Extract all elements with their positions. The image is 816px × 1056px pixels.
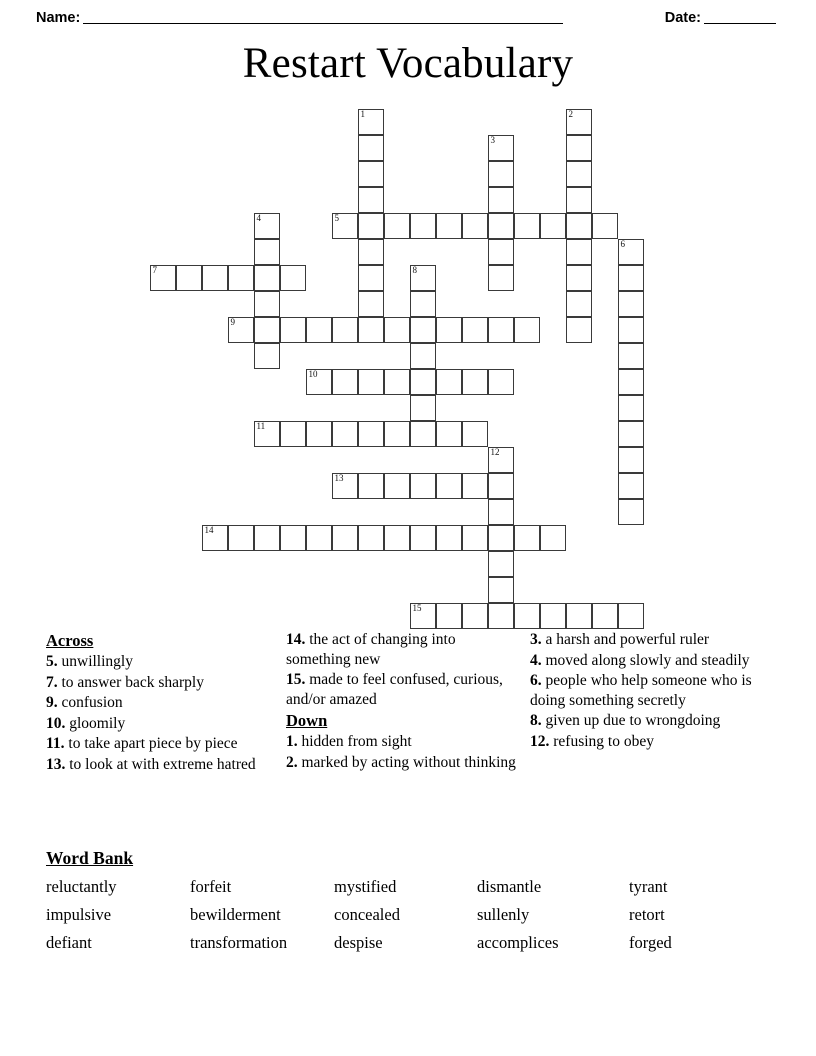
- crossword-cell[interactable]: [618, 473, 644, 499]
- crossword-cell[interactable]: [254, 265, 280, 291]
- clue-text: confusion: [61, 694, 123, 711]
- crossword-cell[interactable]: [462, 473, 488, 499]
- crossword-cell[interactable]: [384, 473, 410, 499]
- clue-across-15: [286, 670, 521, 709]
- clue-text: people who help someone who is doing something secretly: [530, 672, 752, 709]
- crossword-cell[interactable]: [358, 369, 384, 395]
- crossword-clue-number: 2: [568, 109, 573, 119]
- word-bank-item: impulsive: [46, 905, 112, 924]
- clue-number: 9.: [46, 694, 58, 711]
- crossword-cell[interactable]: [306, 317, 332, 343]
- crossword-cell[interactable]: [488, 525, 514, 551]
- clue-across-9: [46, 693, 284, 713]
- crossword-clue-number: 6: [620, 239, 625, 249]
- crossword-cell[interactable]: [462, 213, 488, 239]
- clue-text: given up due to wrongdoing: [545, 712, 721, 729]
- crossword-cell[interactable]: [306, 369, 332, 395]
- crossword-cell[interactable]: [410, 343, 436, 369]
- word-bank-item: mystified: [334, 877, 397, 896]
- crossword-cell[interactable]: [228, 265, 254, 291]
- crossword-cell[interactable]: [488, 187, 514, 213]
- crossword-cell[interactable]: [358, 291, 384, 317]
- word-bank-item: forged: [629, 933, 672, 952]
- crossword-cell[interactable]: [462, 421, 488, 447]
- crossword-cell[interactable]: [384, 213, 410, 239]
- crossword-cell[interactable]: [280, 265, 306, 291]
- crossword-cell[interactable]: [410, 265, 436, 291]
- crossword-cell[interactable]: [618, 369, 644, 395]
- word-bank-item: forfeit: [190, 877, 232, 896]
- crossword-cell[interactable]: [410, 291, 436, 317]
- clue-down-4: [530, 651, 760, 671]
- crossword-cell[interactable]: [540, 525, 566, 551]
- clues-section: [46, 630, 770, 840]
- crossword-clue-number: 9: [230, 317, 235, 327]
- word-bank-item: transformation: [190, 933, 288, 952]
- clue-across-11: [46, 734, 284, 754]
- crossword-cell[interactable]: [410, 317, 436, 343]
- crossword-cell[interactable]: [566, 603, 592, 629]
- clue-number: 10.: [46, 714, 66, 732]
- clue-text: to take apart piece by piece: [68, 735, 238, 752]
- crossword-cell[interactable]: [358, 473, 384, 499]
- crossword-cell[interactable]: [358, 213, 384, 239]
- clue-text: unwillingly: [61, 653, 133, 670]
- crossword-cell[interactable]: [488, 317, 514, 343]
- crossword-cell[interactable]: [618, 291, 644, 317]
- clue-text: refusing to obey: [553, 732, 654, 750]
- crossword-cell[interactable]: [202, 265, 228, 291]
- crossword-cell[interactable]: [150, 265, 176, 291]
- clue-number: 5.: [46, 653, 58, 670]
- page-title: Restart Vocabulary: [242, 40, 574, 87]
- crossword-cell[interactable]: [488, 213, 514, 239]
- word-bank-item: sullenly: [477, 905, 530, 924]
- crossword-cell[interactable]: [514, 525, 540, 551]
- crossword-cell[interactable]: [436, 317, 462, 343]
- crossword-cell[interactable]: [618, 265, 644, 291]
- clue-text: to look at with extreme hatred: [69, 755, 256, 773]
- word-bank-grid: [46, 873, 770, 957]
- clue-number: 1.: [286, 733, 298, 750]
- crossword-cell[interactable]: [488, 135, 514, 161]
- crossword-cell[interactable]: [462, 317, 488, 343]
- crossword-cell[interactable]: [254, 317, 280, 343]
- crossword-cell[interactable]: [358, 265, 384, 291]
- word-bank-item: reluctantly: [46, 877, 117, 896]
- crossword-cell[interactable]: [514, 317, 540, 343]
- clue-text: marked by acting without thinking: [301, 753, 516, 771]
- crossword-cell[interactable]: [566, 213, 592, 239]
- crossword-cell[interactable]: [436, 213, 462, 239]
- crossword-cell[interactable]: [488, 551, 514, 577]
- crossword-cell[interactable]: [618, 447, 644, 473]
- crossword-cell[interactable]: [592, 213, 618, 239]
- crossword-cell[interactable]: [358, 421, 384, 447]
- clue-number: 14.: [286, 631, 306, 648]
- crossword-cell[interactable]: [618, 421, 644, 447]
- crossword-clue-number: 4: [256, 213, 261, 223]
- crossword-cell[interactable]: [384, 421, 410, 447]
- crossword-cell[interactable]: [384, 525, 410, 551]
- crossword-cell[interactable]: [332, 421, 358, 447]
- crossword-cell[interactable]: [410, 369, 436, 395]
- clue-down-12: [530, 732, 760, 752]
- crossword-cell[interactable]: [384, 317, 410, 343]
- crossword-cell[interactable]: [566, 161, 592, 187]
- crossword-cell[interactable]: [566, 187, 592, 213]
- clue-number: 6.: [530, 672, 542, 689]
- crossword-cell[interactable]: [618, 395, 644, 421]
- crossword-cell[interactable]: [618, 603, 644, 629]
- word-bank-section: [46, 846, 770, 957]
- crossword-clue-number: 3: [490, 135, 495, 145]
- crossword-clue-number: 7: [152, 265, 157, 275]
- crossword-clue-number: 1: [360, 109, 365, 119]
- crossword-cell[interactable]: [410, 421, 436, 447]
- crossword-cell[interactable]: [332, 213, 358, 239]
- clue-text: the act of changing into something new: [286, 631, 456, 668]
- crossword-cell[interactable]: [462, 603, 488, 629]
- crossword-cell[interactable]: [254, 213, 280, 239]
- crossword-cell[interactable]: [254, 343, 280, 369]
- crossword-cell[interactable]: [618, 239, 644, 265]
- crossword-clue-number: 5: [334, 213, 339, 223]
- word-bank-item: accomplices: [477, 933, 559, 952]
- clue-across-10: [46, 714, 284, 734]
- crossword-cell[interactable]: [332, 525, 358, 551]
- crossword-cell[interactable]: [566, 109, 592, 135]
- clue-text: hidden from sight: [301, 733, 412, 750]
- crossword-cell[interactable]: [618, 499, 644, 525]
- crossword-cell[interactable]: [462, 369, 488, 395]
- word-bank-item: retort: [629, 905, 665, 924]
- crossword-cell[interactable]: [332, 473, 358, 499]
- crossword-clue-number: 13: [334, 473, 344, 483]
- clue-across-14: [286, 630, 521, 669]
- crossword-cell[interactable]: [358, 109, 384, 135]
- clue-number: 2.: [286, 753, 298, 771]
- clue-text: moved along slowly and steadily: [545, 651, 750, 669]
- crossword-cell[interactable]: [566, 239, 592, 265]
- crossword-cell[interactable]: [488, 577, 514, 603]
- clue-down-2: [286, 753, 521, 773]
- crossword-clue-number: 11: [256, 421, 266, 431]
- crossword-cell[interactable]: [410, 603, 436, 629]
- word-bank-item: despise: [334, 933, 383, 952]
- crossword-cell[interactable]: [358, 239, 384, 265]
- crossword-cell[interactable]: [566, 135, 592, 161]
- crossword-cell[interactable]: [540, 213, 566, 239]
- word-bank-heading: Word Bank: [46, 848, 134, 868]
- clues-column-2: [286, 630, 521, 773]
- crossword-cell[interactable]: [358, 161, 384, 187]
- word-bank-item: bewilderment: [190, 905, 281, 924]
- clue-number: 4.: [530, 651, 542, 669]
- clue-down-3: [530, 630, 760, 650]
- crossword-clue-number: 8: [412, 265, 417, 275]
- crossword-cell[interactable]: [254, 239, 280, 265]
- clue-down-1: [286, 732, 521, 752]
- word-bank-item: defiant: [46, 933, 92, 952]
- crossword-cell[interactable]: [254, 525, 280, 551]
- crossword-cell[interactable]: [358, 525, 384, 551]
- crossword-cell[interactable]: [202, 525, 228, 551]
- crossword-cell[interactable]: [566, 291, 592, 317]
- clue-text: gloomily: [69, 714, 126, 732]
- clue-down-6: [530, 671, 760, 710]
- crossword-cell[interactable]: [280, 421, 306, 447]
- across-heading: Across: [46, 631, 94, 650]
- clue-number: 15.: [286, 671, 306, 688]
- crossword-cell[interactable]: [332, 317, 358, 343]
- crossword-cell[interactable]: [436, 473, 462, 499]
- crossword-cell[interactable]: [488, 603, 514, 629]
- crossword-cell[interactable]: [618, 317, 644, 343]
- crossword-cell[interactable]: [488, 239, 514, 265]
- crossword-cell[interactable]: [280, 317, 306, 343]
- crossword-cell[interactable]: [410, 213, 436, 239]
- clue-across-13: [46, 755, 284, 775]
- crossword-cell[interactable]: [514, 213, 540, 239]
- crossword-cell[interactable]: [332, 369, 358, 395]
- crossword-cell[interactable]: [436, 369, 462, 395]
- crossword-clue-number: 12: [490, 447, 500, 457]
- crossword-cell[interactable]: [514, 603, 540, 629]
- crossword-cell[interactable]: [436, 525, 462, 551]
- crossword-cell[interactable]: [488, 499, 514, 525]
- clue-number: 11.: [46, 735, 65, 752]
- crossword-cell[interactable]: [228, 525, 254, 551]
- clue-number: 13.: [46, 755, 66, 773]
- crossword-cell[interactable]: [306, 421, 332, 447]
- word-bank-item: dismantle: [477, 877, 542, 896]
- crossword-cell[interactable]: [566, 265, 592, 291]
- clue-down-8: [530, 711, 760, 731]
- crossword-cell[interactable]: [410, 473, 436, 499]
- crossword-clue-number: 10: [308, 369, 318, 379]
- crossword-cell[interactable]: [228, 317, 254, 343]
- crossword-cell[interactable]: [488, 369, 514, 395]
- date-label: Date:: [664, 10, 701, 26]
- clues-column-1: [46, 630, 284, 775]
- crossword-cell[interactable]: [280, 525, 306, 551]
- crossword-cell[interactable]: [358, 135, 384, 161]
- crossword-cell[interactable]: [410, 525, 436, 551]
- clue-number: 8.: [530, 712, 542, 729]
- clue-text: made to feel confused, curious, and/or amazed: [286, 671, 503, 708]
- clue-across-7: [46, 673, 284, 693]
- crossword-clue-number: 15: [412, 603, 422, 613]
- crossword-cell[interactable]: [436, 421, 462, 447]
- crossword-cell[interactable]: [618, 343, 644, 369]
- crossword-cell[interactable]: [410, 395, 436, 421]
- crossword-cell[interactable]: [488, 447, 514, 473]
- crossword-cell[interactable]: [306, 525, 332, 551]
- crossword-cell[interactable]: [358, 317, 384, 343]
- crossword-cell[interactable]: [540, 603, 566, 629]
- clue-number: 7.: [46, 673, 58, 691]
- crossword-cell[interactable]: [176, 265, 202, 291]
- clue-text: a harsh and powerful ruler: [545, 631, 710, 648]
- name-label: Name:: [36, 10, 81, 26]
- crossword-cell[interactable]: [358, 187, 384, 213]
- crossword-cell[interactable]: [384, 369, 410, 395]
- crossword-cell[interactable]: [566, 317, 592, 343]
- crossword-cell[interactable]: [488, 265, 514, 291]
- clues-column-3: [530, 630, 760, 752]
- word-bank-item: concealed: [334, 905, 400, 924]
- clue-text: to answer back sharply: [61, 673, 204, 691]
- clue-number: 12.: [530, 732, 550, 750]
- crossword-cell[interactable]: [254, 291, 280, 317]
- crossword-cell[interactable]: [254, 421, 280, 447]
- crossword-cell[interactable]: [488, 473, 514, 499]
- crossword-clue-number: 14: [204, 525, 214, 535]
- crossword-cell[interactable]: [436, 603, 462, 629]
- crossword-cell[interactable]: [488, 161, 514, 187]
- crossword-cell[interactable]: [462, 525, 488, 551]
- clue-across-5: [46, 652, 284, 672]
- down-heading: Down: [286, 711, 328, 730]
- clue-number: 3.: [530, 631, 542, 648]
- word-bank-item: tyrant: [629, 877, 668, 896]
- crossword-cell[interactable]: [592, 603, 618, 629]
